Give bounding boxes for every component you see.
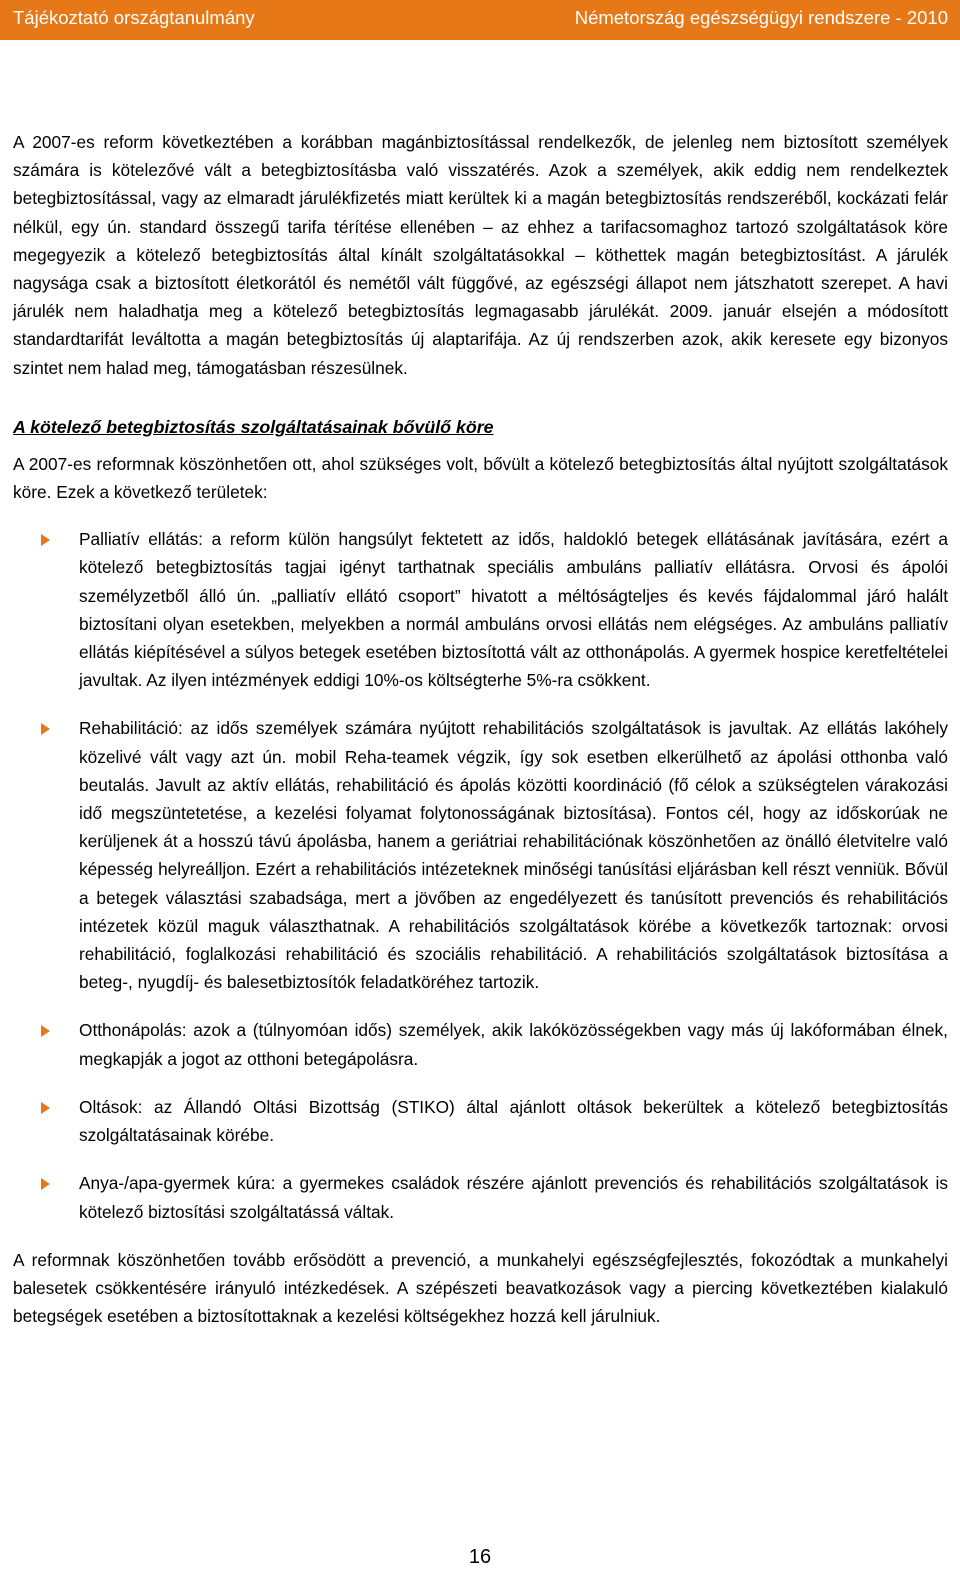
section-heading: A kötelező betegbiztosítás szolgáltatásainak bővülő köre — [13, 416, 494, 437]
intro-paragraph: A 2007-es reform következtében a korábban magánbiztosítással rendelkezők, de jelenleg nem biztosított személyek számára is kötelezővé vált a betegbiztosításba való visszatérés. Azok a személyek, akik eddig nem rendelkeztek betegbiztosítással, vagy az elmaradt járulékfizetés miatt kerültek ki a magán betegbiztosítás rendszeréből, kockázati felár nélkül, egy ún. standard összegű tarifa térítése ellenében – az ehhez a tarifacsomaghoz tartozó szolgáltatások köre megegyezik a kötelező betegbiztosítás által kínált szolgáltatásokkal – köthettek magán betegbiztosítást. A járulék nagysága csak a biztosított életkorától és nemétől vált függővé, az egészségi állapot nem játszhatott szerepet. A havi járulék nem haladhatja meg a kötelező betegbiztosítás legmagasabb járulékát. 2009. január elsején a módosított standardtarifát leváltotta a magán betegbiztosítás új alaptarifája. Az új rendszerben azok, akik keresete egy bizonyos szintet nem halad meg, támogatásban részesülnek. — [13, 132, 948, 378]
list-item-text: Palliatív ellátás: a reform külön hangsúlyt fektetett az idős, haldokló betegek ellátásának javítására, ezért a kötelező betegbiztosítás tagjai igényt tarthatnak speciális ambuláns palliatív ellátásra. Orvosi és ápolói személyzetből álló ún. „palliatív ellátó csoport” hivatott a méltóságteljes és kevés fájdalommal járó halált biztosítani olyan esetekben, melyekben a normál ambuláns orvosi ellátás nem elégséges. Az ambuláns palliatív ellátás kiépítésével a súlyos betegek esetében biztosítottá vált az otthonápolás. A gyermek hospice keretfeltételei javultak. Az ilyen intézmények eddigi 10%-os költségterhe 5%-ra csökkent. — [79, 529, 948, 691]
list-item-palliative — [13, 525, 948, 694]
arrow-bullet-icon — [41, 1178, 50, 1190]
list-item-rehabilitation — [13, 714, 948, 996]
closing-paragraph: A reformnak köszönhetően tovább erősödött a prevenció, a munkahelyi egészségfejlesztés, fokozódtak a munkahelyi balesetek csökkentésére irányuló intézkedések. A szépészeti beavatkozások vagy a piercing következtében kialakuló betegségek esetében a biztosítottaknak a kezelési költségekhez hozzá kell járulniuk. — [13, 1249, 948, 1327]
document-subtitle: Németország egészségügyi rendszere - 2010 — [574, 7, 948, 28]
page-content — [13, 128, 948, 1330]
page-number: 16 — [468, 1546, 492, 1568]
service-list — [13, 525, 948, 1225]
list-item-vaccinations — [13, 1093, 948, 1149]
list-item-text: Anya-/apa-gyermek kúra: a gyermekes családok részére ajánlott prevenciós és rehabilitációs szolgáltatások is kötelező biztosítási szolgáltatássá váltak. — [79, 1173, 948, 1222]
arrow-bullet-icon — [41, 534, 50, 546]
list-item-text: Otthonápolás: azok a (túlnyomóan idős) személyek, akik lakóközösségekben vagy más új lakóformában élnek, megkapják a jogot az otthoni betegápolásra. — [79, 1020, 948, 1069]
page-header — [0, 0, 960, 40]
list-item-parent-child-cure — [13, 1169, 948, 1225]
arrow-bullet-icon — [41, 1102, 50, 1114]
list-item-text: Oltások: az Állandó Oltási Bizottság (STIKO) által ajánlott oltások bekerültek a kötelező betegbiztosítás szolgáltatásainak körébe. — [79, 1096, 948, 1146]
section-intro-paragraph: A 2007-es reformnak köszönhetően ott, ahol szükséges volt, bővült a kötelező betegbiztosítás által nyújtott szolgáltatások köre. Ezek a következő területek: — [13, 453, 948, 503]
arrow-bullet-icon — [41, 1025, 50, 1037]
list-item-home-care — [13, 1016, 948, 1072]
arrow-bullet-icon — [41, 723, 50, 735]
list-item-text: Rehabilitáció: az idős személyek számára nyújtott rehabilitációs szolgáltatások is javultak. Az ellátás lakóhely közelivé vált vagy azt ún. mobil Reha-teamek végzik, így sok esetben elkerülhető az ápolási otthonba való beutalás. Javult az aktív ellátás, rehabilitáció és ápolás közötti koordináció (fő célok a szükségtelen várakozási idő megszüntetetése, a kezelési folyamat folytonosságának biztosítása). Fontos cél, hogy az időskorúak ne kerüljenek át a hosszú távú ápolásba, hanem a geriátriai rehabilitációnak köszönhetően az önálló életvitelre való képesség helyreálljon. Ezért a rehabilitációs intézeteknek minőségi tanúsítási eljárásban kell részt venniük. Bővül a betegek választási szabadsága, mert a jövőben az engedélyezett és tanúsított prevenciós és rehabilitációs intézetek közül maguk választhatnak. A rehabilitációs szolgáltatások körébe a következők tartoznak: orvosi rehabilitáció, foglalkozási rehabilitáció és szociális rehabilitáció. A rehabilitációs szolgáltatások biztosítása a beteg-, nyugdíj- és balesetbiztosítók feladatköréhez tartozik. — [79, 718, 948, 993]
document-title: Tájékoztató országtanulmány — [13, 7, 255, 28]
